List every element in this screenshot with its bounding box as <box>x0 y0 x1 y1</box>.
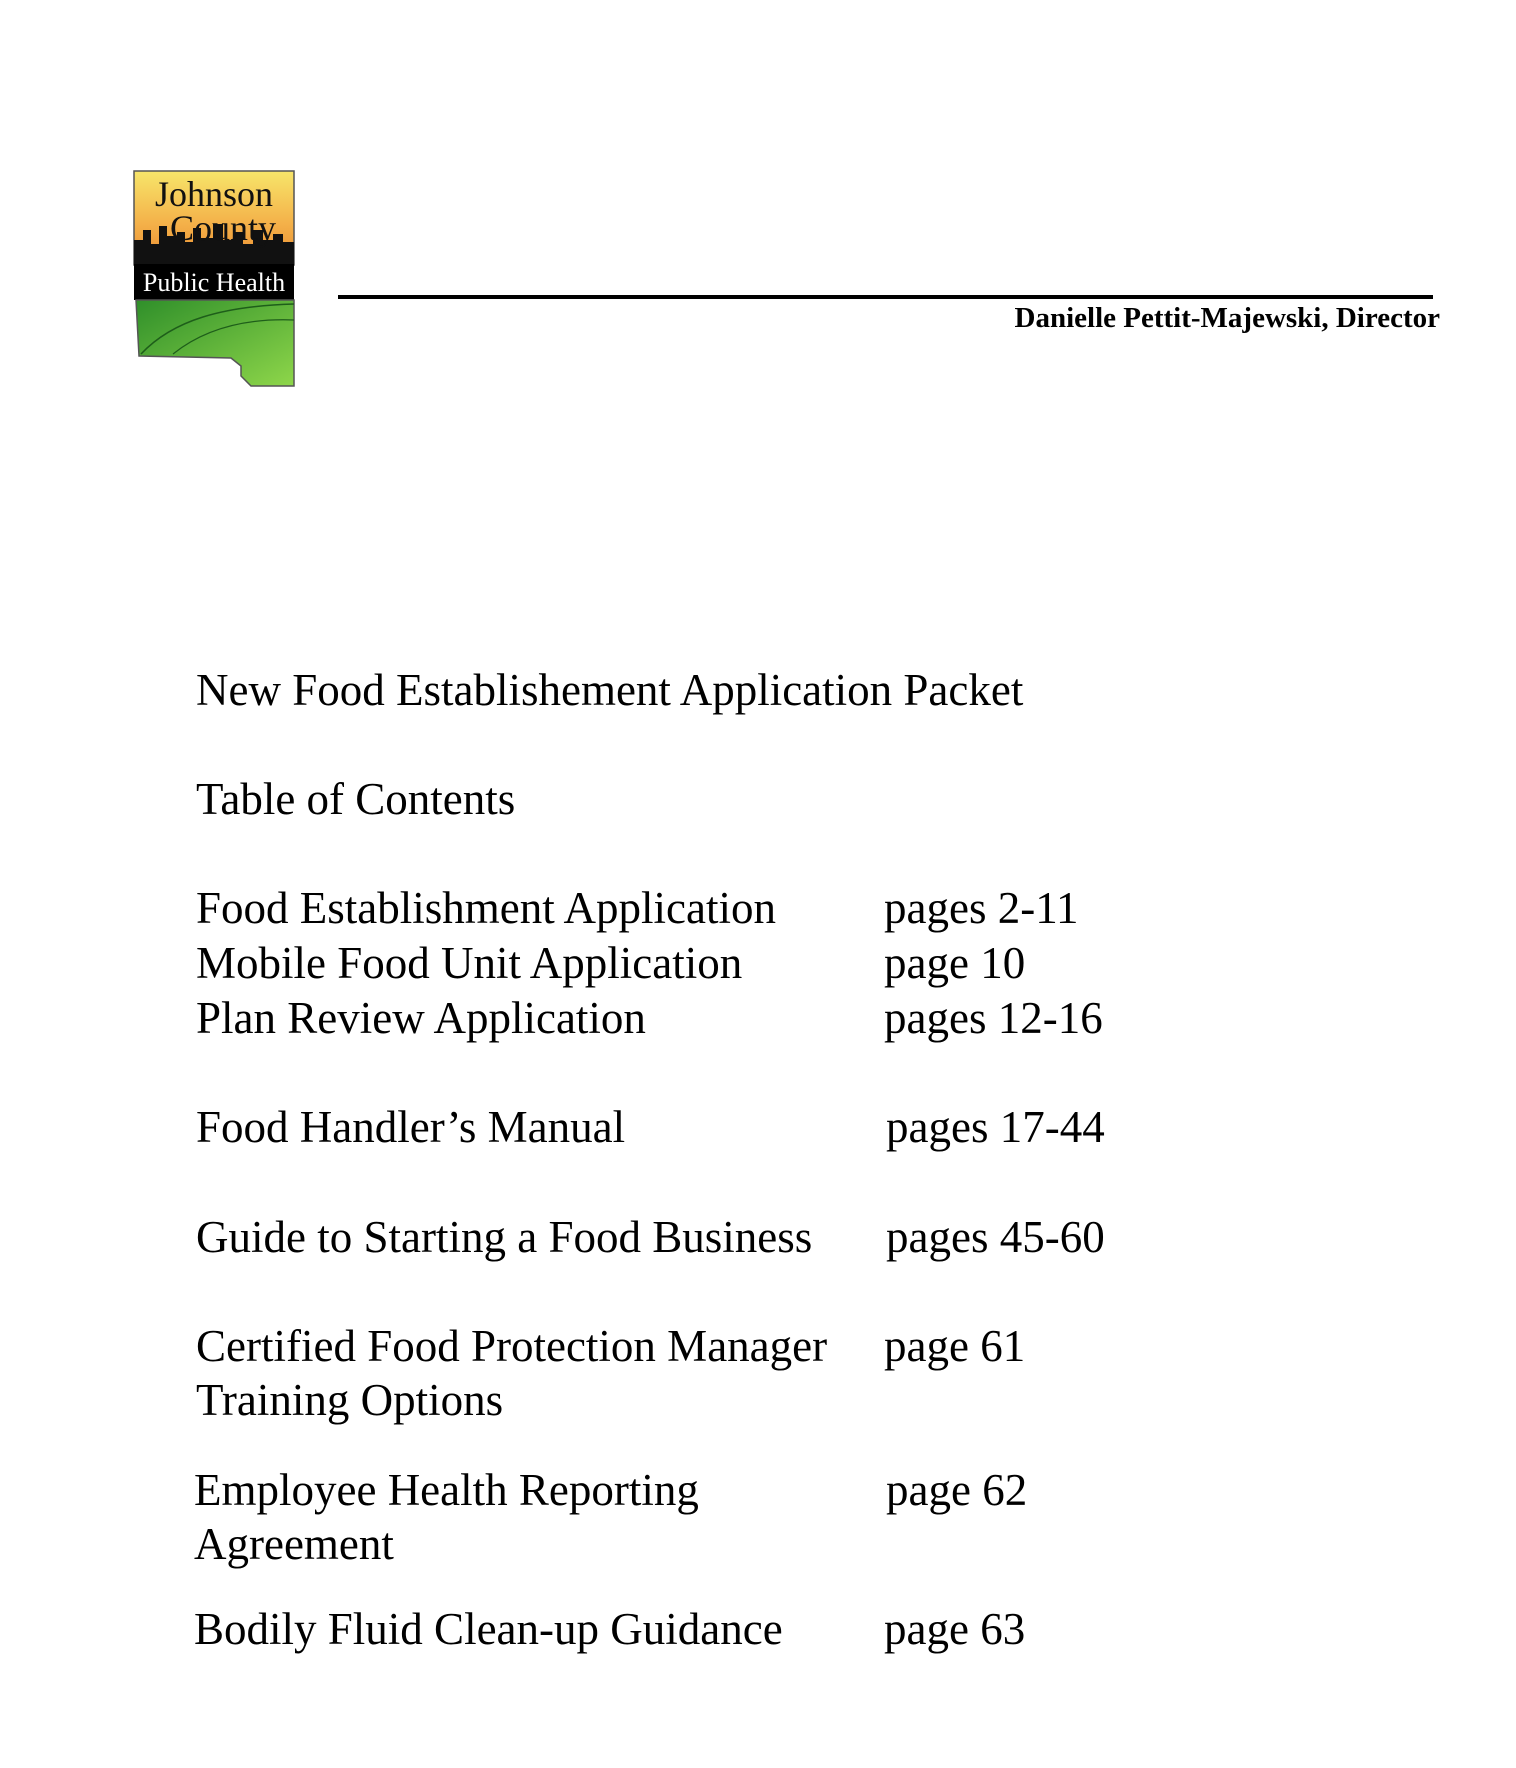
toc-entry-title: Employee Health Reporting <box>194 1465 699 1515</box>
toc-entry-title: Mobile Food Unit Application <box>196 938 743 988</box>
packet-title: New Food Establishement Application Packet <box>196 665 1024 715</box>
header-divider <box>338 295 1433 299</box>
logo-text-public-health: Public Health <box>142 268 286 297</box>
toc-entry-pages: pages 12-16 <box>884 993 1103 1043</box>
toc-entry-pages: pages 17-44 <box>886 1102 1105 1152</box>
toc-entry-title: Guide to Starting a Food Business <box>196 1212 813 1262</box>
logo-text-johnson: Johnson <box>154 174 274 214</box>
toc-entry-title-continued: Agreement <box>194 1519 394 1569</box>
toc-entry-pages: pages 2-11 <box>884 883 1079 933</box>
toc-entry-pages: page 61 <box>884 1321 1026 1371</box>
toc-entry-pages: page 10 <box>884 938 1026 988</box>
toc-entry-pages: pages 45-60 <box>886 1212 1105 1262</box>
toc-entry-title: Plan Review Application <box>196 993 646 1043</box>
toc-entry-title: Certified Food Protection Manager <box>196 1321 828 1371</box>
toc-heading: Table of Contents <box>196 774 516 824</box>
toc-entry-title: Food Establishment Application <box>196 883 776 933</box>
director-name: Danielle Pettit-Majewski, Director <box>1014 302 1440 334</box>
toc-entry-title: Food Handler’s Manual <box>196 1102 626 1152</box>
toc-entry-pages: page 62 <box>886 1465 1028 1515</box>
johnson-county-public-health-logo <box>133 170 297 387</box>
logo-text-county: County <box>169 208 277 248</box>
toc-entry-title-continued: Training Options <box>196 1375 504 1425</box>
toc-entry-title: Bodily Fluid Clean-up Guidance <box>194 1604 783 1654</box>
toc-entry-pages: page 63 <box>884 1604 1026 1654</box>
